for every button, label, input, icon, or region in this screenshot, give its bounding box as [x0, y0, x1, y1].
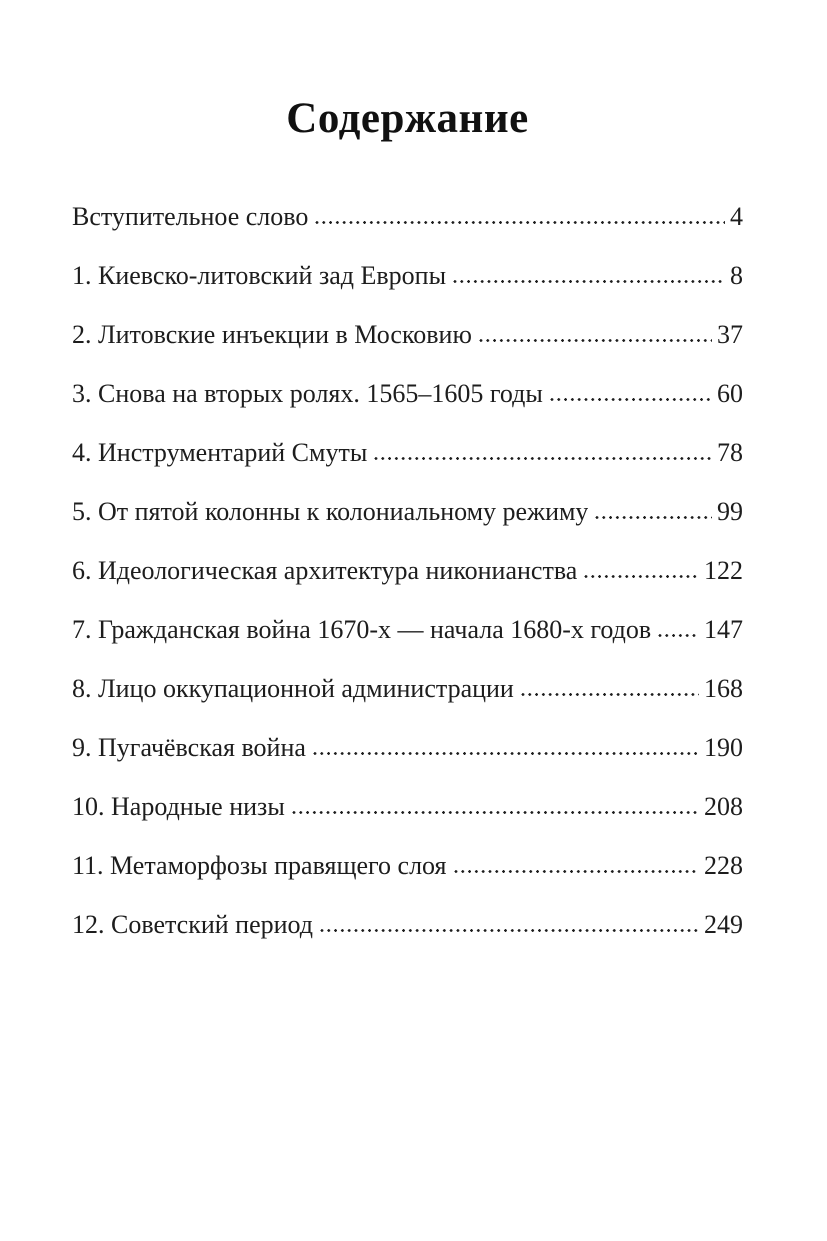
toc-entry-label: 12. Советский период [72, 910, 314, 940]
dot-leader [313, 751, 699, 756]
toc-entry [72, 377, 743, 410]
dot-leader [292, 810, 699, 815]
toc-entry-page-number: 190 [704, 733, 743, 763]
toc-list [72, 200, 743, 941]
toc-entry-page-number: 4 [730, 202, 743, 232]
dot-leader [315, 220, 725, 225]
toc-entry [72, 849, 743, 882]
toc-entry-label: Вступительное слово [72, 202, 309, 232]
dot-leader [595, 515, 712, 520]
toc-entry-page-number: 99 [717, 497, 743, 527]
toc-entry-page-number: 60 [717, 379, 743, 409]
toc-entry-label: 4. Инструментарий Смуты [72, 438, 368, 468]
toc-entry-label: 1. Киевско-литовский зад Европы [72, 261, 447, 291]
toc-entry [72, 554, 743, 587]
toc-entry-label: 3. Снова на вторых ролях. 1565–1605 годы [72, 379, 543, 409]
toc-entry [72, 731, 743, 764]
page-title: Содержание [286, 95, 529, 142]
dot-leader [479, 338, 712, 343]
toc-entry-page-number: 8 [730, 261, 743, 291]
toc-entry [72, 259, 743, 292]
toc-entry-label: 6. Идеологическая архитектура никонианства [72, 556, 578, 586]
toc-entry-label: 5. От пятой колонны к колониальному режиму [72, 497, 589, 527]
toc-entry [72, 790, 743, 823]
toc-entry [72, 318, 743, 351]
dot-leader [374, 456, 712, 461]
toc-entry-page-number: 147 [704, 615, 743, 645]
toc-entry-page-number: 37 [717, 320, 743, 350]
toc-entry-page-number: 78 [717, 438, 743, 468]
toc-entry-label: 8. Лицо оккупационной администрации [72, 674, 514, 704]
toc-entry-page-number: 122 [704, 556, 743, 586]
toc-entry-label: 10. Народные низы [72, 792, 285, 822]
dot-leader [550, 397, 712, 402]
toc-entry [72, 613, 743, 646]
toc-entry-page-number: 249 [704, 910, 743, 940]
toc-entry-label: 9. Пугачёвская война [72, 733, 306, 763]
toc-entry [72, 495, 743, 528]
dot-leader [521, 692, 699, 697]
toc-entry-label: 7. Гражданская война 1670-х — начала 1680-х годов [72, 615, 652, 645]
toc-entry-page-number: 228 [704, 851, 743, 881]
dot-leader [584, 574, 699, 579]
toc-entry-page-number: 168 [704, 674, 743, 704]
toc-entry [72, 672, 743, 705]
toc-entry [72, 908, 743, 941]
toc-entry-label: 11. Метаморфозы правящего слоя [72, 851, 447, 881]
toc-entry-label: 2. Литовские инъекции в Московию [72, 320, 472, 350]
dot-leader [454, 869, 699, 874]
toc-entry-page-number: 208 [704, 792, 743, 822]
dot-leader [453, 279, 725, 284]
dot-leader [320, 928, 699, 933]
dot-leader [658, 633, 699, 638]
toc-entry [72, 436, 743, 469]
toc-entry [72, 200, 743, 233]
